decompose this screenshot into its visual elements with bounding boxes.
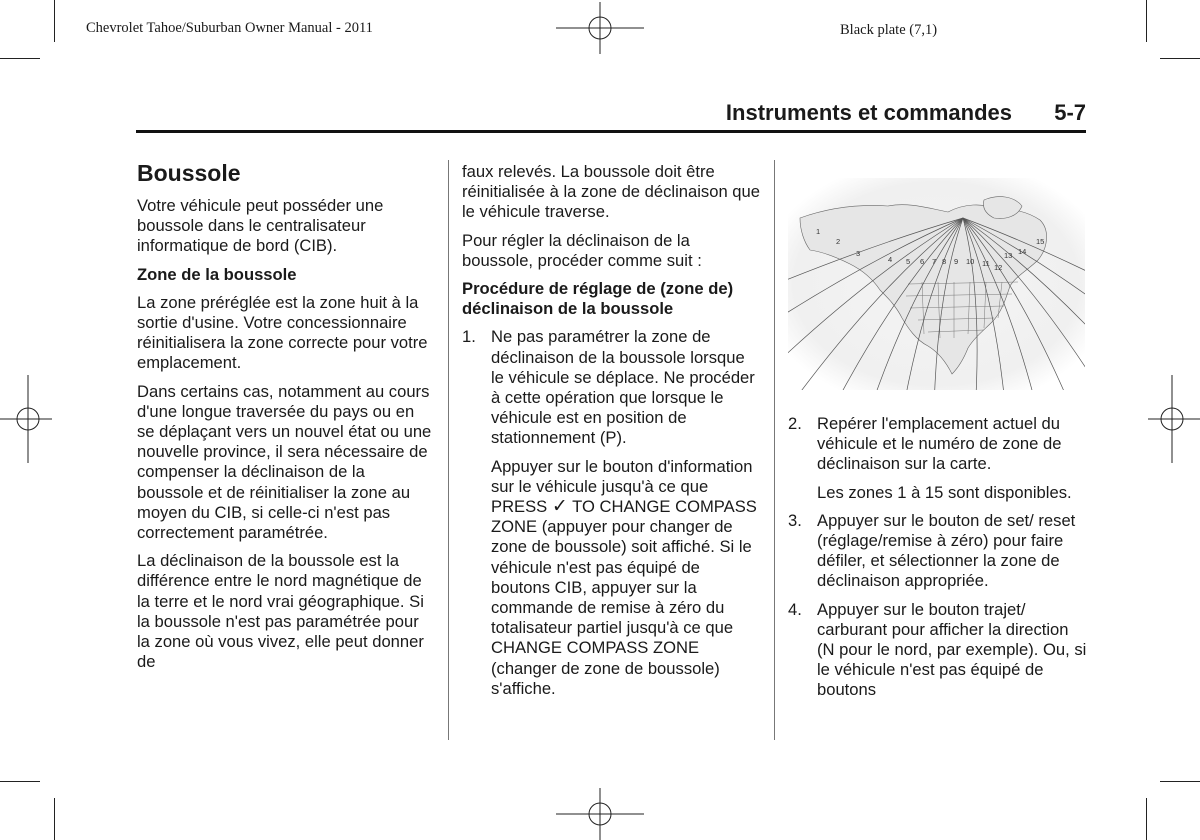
zone-label: 12	[994, 263, 1003, 272]
step-text: Appuyer sur le bouton d'information sur le véhicule jusqu'à ce que PRESS ✓ TO CHANGE COMPASS ZONE (appuyer pour changer de zone de boussole) soit affiché. Si le véhicule n'est pas équipé de boutons CIB, appuyer sur la commande de remise à zéro du totalisateur partiel jusqu'à ce que CHANGE COMPASS ZONE (changer de zone de boussole) s'affiche.	[491, 456, 757, 698]
zone-label: 8	[942, 257, 947, 266]
list-item	[788, 511, 1088, 592]
zone-label: 15	[1036, 237, 1045, 246]
paragraph: La zone préréglée est la zone huit à la sortie d'usine. Votre concessionnaire réinitialisera la zone correcte pour votre emplacement.	[137, 292, 428, 373]
step-text: Les zones 1 à 15 sont disponibles.	[817, 482, 1072, 502]
page-heading: Boussole	[137, 160, 241, 186]
step-text: Appuyer sur le bouton trajet/ carburant pour afficher la direction (N pour le nord, par exemple). Ou, si le véhicule n'est pas équipé de boutons	[817, 599, 1087, 700]
declination-zone-map	[788, 178, 1085, 390]
step-text: Ne pas paramétrer la zone de déclinaison de la boussole lorsque le véhicule se déplace. Ne procéder à cette opération que lorsque le véhicule est en position de stationnement (P).	[491, 327, 755, 448]
section-header	[136, 100, 1086, 133]
registration-mark-right	[1148, 375, 1200, 463]
step-number: 4.	[788, 599, 802, 619]
running-header-left: Chevrolet Tahoe/Suburban Owner Manual - 2011	[86, 20, 373, 36]
column-divider	[448, 160, 449, 740]
zone-label: 3	[856, 249, 861, 258]
column-1	[137, 158, 433, 680]
zone-label: 1	[816, 227, 821, 236]
zone-label: 9	[954, 257, 959, 266]
zone-label: 7	[932, 257, 937, 266]
zone-label: 6	[920, 257, 925, 266]
zone-label: 10	[966, 257, 975, 266]
page-number: 5-7	[1054, 100, 1086, 125]
running-header-right: Black plate (7,1)	[840, 22, 938, 38]
list-item	[788, 414, 1088, 503]
column-3	[788, 414, 1088, 709]
subheading: Procédure de réglage de (zone de) déclinaison de la boussole	[462, 279, 734, 319]
zone-label: 5	[906, 257, 911, 266]
zone-label: 2	[836, 237, 841, 246]
procedure-list	[788, 414, 1088, 701]
column-divider	[774, 160, 775, 740]
subheading: Zone de la boussole	[137, 264, 297, 284]
zone-label: 11	[982, 259, 990, 268]
paragraph: Votre véhicule peut posséder une boussole dans le centralisateur informatique de bord (CIB).	[137, 196, 384, 256]
registration-mark-top	[556, 2, 644, 54]
list-item	[462, 327, 762, 699]
paragraph: Pour régler la déclinaison de la boussole, procéder comme suit :	[462, 230, 702, 270]
list-item	[788, 600, 1088, 701]
procedure-list	[462, 327, 762, 699]
step-text: Repérer l'emplacement actuel du véhicule et le numéro de zone de déclinaison sur la carte.	[817, 414, 1062, 474]
step-number: 3.	[788, 510, 802, 530]
paragraph: La déclinaison de la boussole est la différence entre le nord magnétique de la terre et le nord vrai géographique. Si la boussole n'est pas paramétrée pour la zone où vous vivez, elle peut donner de	[137, 551, 424, 672]
step-text: Appuyer sur le bouton de set/ reset (réglage/remise à zéro) pour faire défiler, et sélectionner la zone de déclinaison appropriée.	[817, 510, 1076, 591]
paragraph: faux relevés. La boussole doit être réinitialisée à la zone de déclinaison que le véhicule traverse.	[462, 162, 760, 222]
step-number: 1.	[462, 327, 476, 347]
zone-label: 14	[1018, 247, 1027, 256]
paragraph: Dans certains cas, notamment au cours d'une longue traversée du pays ou en se déplaçant vers un nouvel état ou une nouvelle province, il sera nécessaire de compenser la déclinaison de la boussole et de réinitialiser la zone au moyen du CIB, si celle-ci n'est pas correctement paramétrée.	[137, 381, 432, 543]
column-2	[462, 162, 762, 707]
section-title: Instruments et commandes	[725, 100, 1012, 125]
registration-mark-bottom	[556, 788, 644, 840]
registration-mark-left	[0, 375, 52, 463]
step-number: 2.	[788, 414, 802, 433]
checkmark-icon: ✓	[551, 496, 568, 518]
zone-label: 4	[888, 255, 893, 264]
zone-label: 13	[1004, 251, 1013, 260]
